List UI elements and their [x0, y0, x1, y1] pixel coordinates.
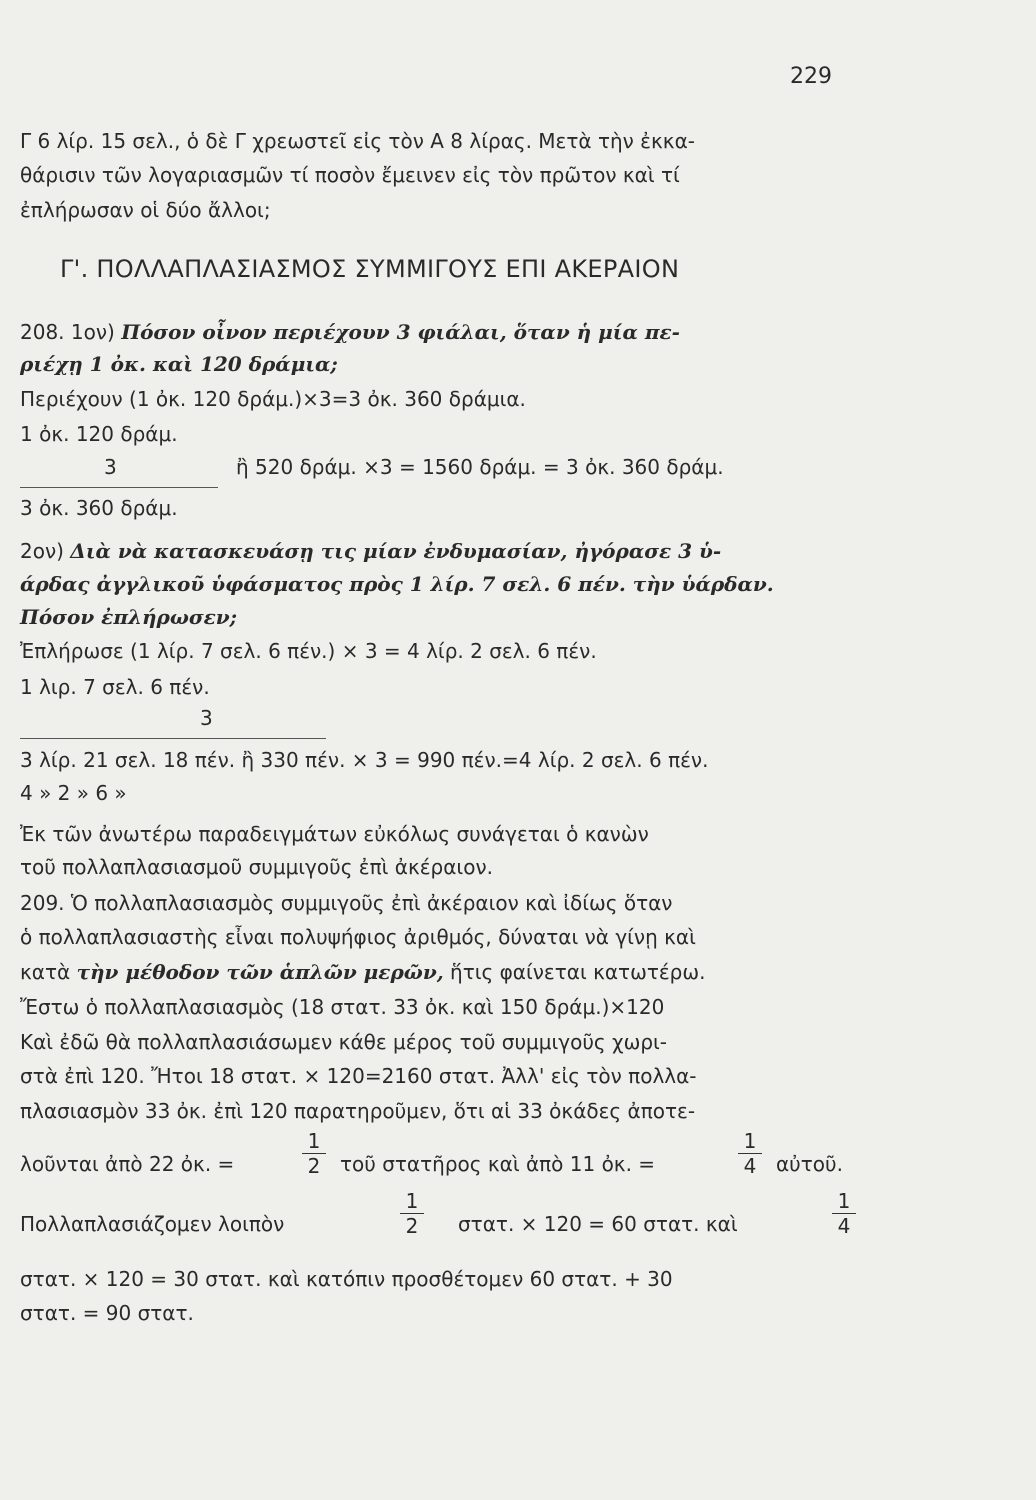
text-line: τοῦ πολλαπλασιασμοῦ συμμιγοῦς ἐπὶ ἀκέραιον. [20, 855, 493, 879]
text-line: στὰ ἐπὶ 120. Ἤτοι 18 στατ. × 120=2160 στατ. Ἀλλ' εἰς τὸν πολλα- [20, 1064, 697, 1088]
text-line: Γ 6 λίρ. 15 σελ., ὁ δὲ Γ χρεωστεῖ εἰς τὸν Α 8 λίρας. Μετὰ τὴν ἐκκα- [20, 129, 695, 153]
text-span: κατὰ [20, 960, 71, 984]
denominator: 4 [743, 1154, 757, 1178]
text-line: στατ. = 90 στατ. [20, 1301, 194, 1325]
emphasis-span: τὴν μέθοδον τῶν ἁπλῶν μερῶν, [76, 960, 444, 984]
text-line: στατ. × 120 = 30 στατ. καὶ κατόπιν προσθέτομεν 60 στατ. + 30 [20, 1267, 673, 1291]
numerator: 1 [743, 1129, 757, 1153]
fraction [302, 1130, 326, 1177]
multiplier: 3 [104, 455, 117, 479]
text-span: τοῦ στατῆρος καὶ ἀπὸ 11 ὀκ. = [340, 1152, 656, 1176]
solution-line: ἢ 520 δράμ. ×3 = 1560 δράμ. = 3 ὀκ. 360 δράμ. [236, 455, 724, 479]
problem-question: Πόσον οἶνον περιέχουν 3 φιάλαι, ὅταν ἡ μία πε- [121, 320, 680, 344]
numerator: 1 [405, 1189, 419, 1213]
fraction [738, 1130, 762, 1177]
problem-number: 2ον) [20, 539, 64, 563]
denominator: 2 [307, 1154, 321, 1178]
fraction [400, 1190, 424, 1237]
problem-question: Διὰ νὰ κατασκευάσῃ τις μίαν ἐνδυμασίαν, ἠγόρασε 3 ὑ- [70, 539, 722, 563]
text-line: Καὶ ἐδῶ θὰ πολλαπλασιάσωμεν κάθε μέρος τοῦ συμμιγοῦς χωρι- [20, 1030, 667, 1054]
solution-line: Ἐπλήρωσε (1 λίρ. 7 σελ. 6 πέν.) × 3 = 4 λίρ. 2 σελ. 6 πέν. [20, 639, 597, 663]
text-line: πλασιασμὸν 33 ὀκ. ἐπὶ 120 παρατηροῦμεν, ὅτι αἱ 33 ὀκάδες ἀποτε- [20, 1099, 696, 1123]
problem-208-line [20, 318, 680, 346]
sum-rule [20, 738, 326, 739]
solution-line: 1 ὀκ. 120 δράμ. [20, 422, 178, 446]
text-line: Ἐκ τῶν ἀνωτέρω παραδειγμάτων εὐκόλως συνάγεται ὁ κανὼν [20, 822, 649, 846]
text-span: ἥτις φαίνεται κατωτέρω. [450, 960, 706, 984]
section-heading: Γ'. ΠΟΛΛΑΠΛΑΣΙΑΣΜΟΣ ΣΥΜΜΙΓΟΥΣ ΕΠΙ ΑΚΕΡΑΙΟΝ [60, 255, 680, 283]
text-line: 209. Ὁ πολλαπλασιασμὸς συμμιγοῦς ἐπὶ ἀκέραιον καὶ ἰδίως ὅταν [20, 891, 673, 915]
text-line: Ἔστω ὁ πολλαπλασιασμὸς (18 στατ. 33 ὀκ. καὶ 150 δράμ.)×120 [20, 995, 665, 1019]
denominator: 4 [837, 1214, 851, 1238]
solution-line: 3 ὀκ. 360 δράμ. [20, 496, 178, 520]
text-line: θάρισιν τῶν λογαριασμῶν τί ποσὸν ἔμεινεν εἰς τὸν πρῶτον καὶ τί [20, 163, 680, 187]
text-span: στατ. × 120 = 60 στατ. καὶ [458, 1212, 738, 1236]
solution-line: 4 » 2 » 6 » [20, 781, 127, 805]
text-line: ὁ πολλαπλασιαστὴς εἶναι πολυψήφιος ἀριθμός, δύναται νὰ γίνῃ καὶ [20, 925, 696, 949]
problem-2-line [20, 537, 721, 565]
sum-rule [20, 487, 218, 488]
denominator: 2 [405, 1214, 419, 1238]
multiplier: 3 [200, 706, 213, 730]
problem-question: άρδας ἀγγλικοῦ ὑφάσματος πρὸς 1 λίρ. 7 σελ. 6 πέν. τὴν ὑάρδαν. [20, 572, 774, 596]
problem-question: ριέχῃ 1 ὀκ. καὶ 120 δράμια; [20, 352, 338, 376]
text-span: λοῦνται ἀπὸ 22 ὀκ. = [20, 1152, 235, 1176]
text-line: ἐπλήρωσαν οἱ δύο ἄλλοι; [20, 198, 271, 222]
solution-line: 3 λίρ. 21 σελ. 18 πέν. ἢ 330 πέν. × 3 = 990 πέν.=4 λίρ. 2 σελ. 6 πέν. [20, 748, 709, 772]
text-span: Πολλαπλασιάζομεν λοιπὸν [20, 1212, 285, 1236]
numerator: 1 [307, 1129, 321, 1153]
text-span: αὐτοῦ. [776, 1152, 843, 1176]
solution-line: 1 λιρ. 7 σελ. 6 πέν. [20, 675, 210, 699]
fraction [832, 1190, 856, 1237]
problem-number: 208. 1ον) [20, 320, 115, 344]
page-number: 229 [790, 64, 832, 89]
numerator: 1 [837, 1189, 851, 1213]
text-line [20, 958, 705, 986]
problem-question: Πόσον ἐπλήρωσεν; [20, 605, 238, 629]
solution-line: Περιέχουν (1 ὀκ. 120 δράμ.)×3=3 ὀκ. 360 δράμια. [20, 387, 526, 411]
